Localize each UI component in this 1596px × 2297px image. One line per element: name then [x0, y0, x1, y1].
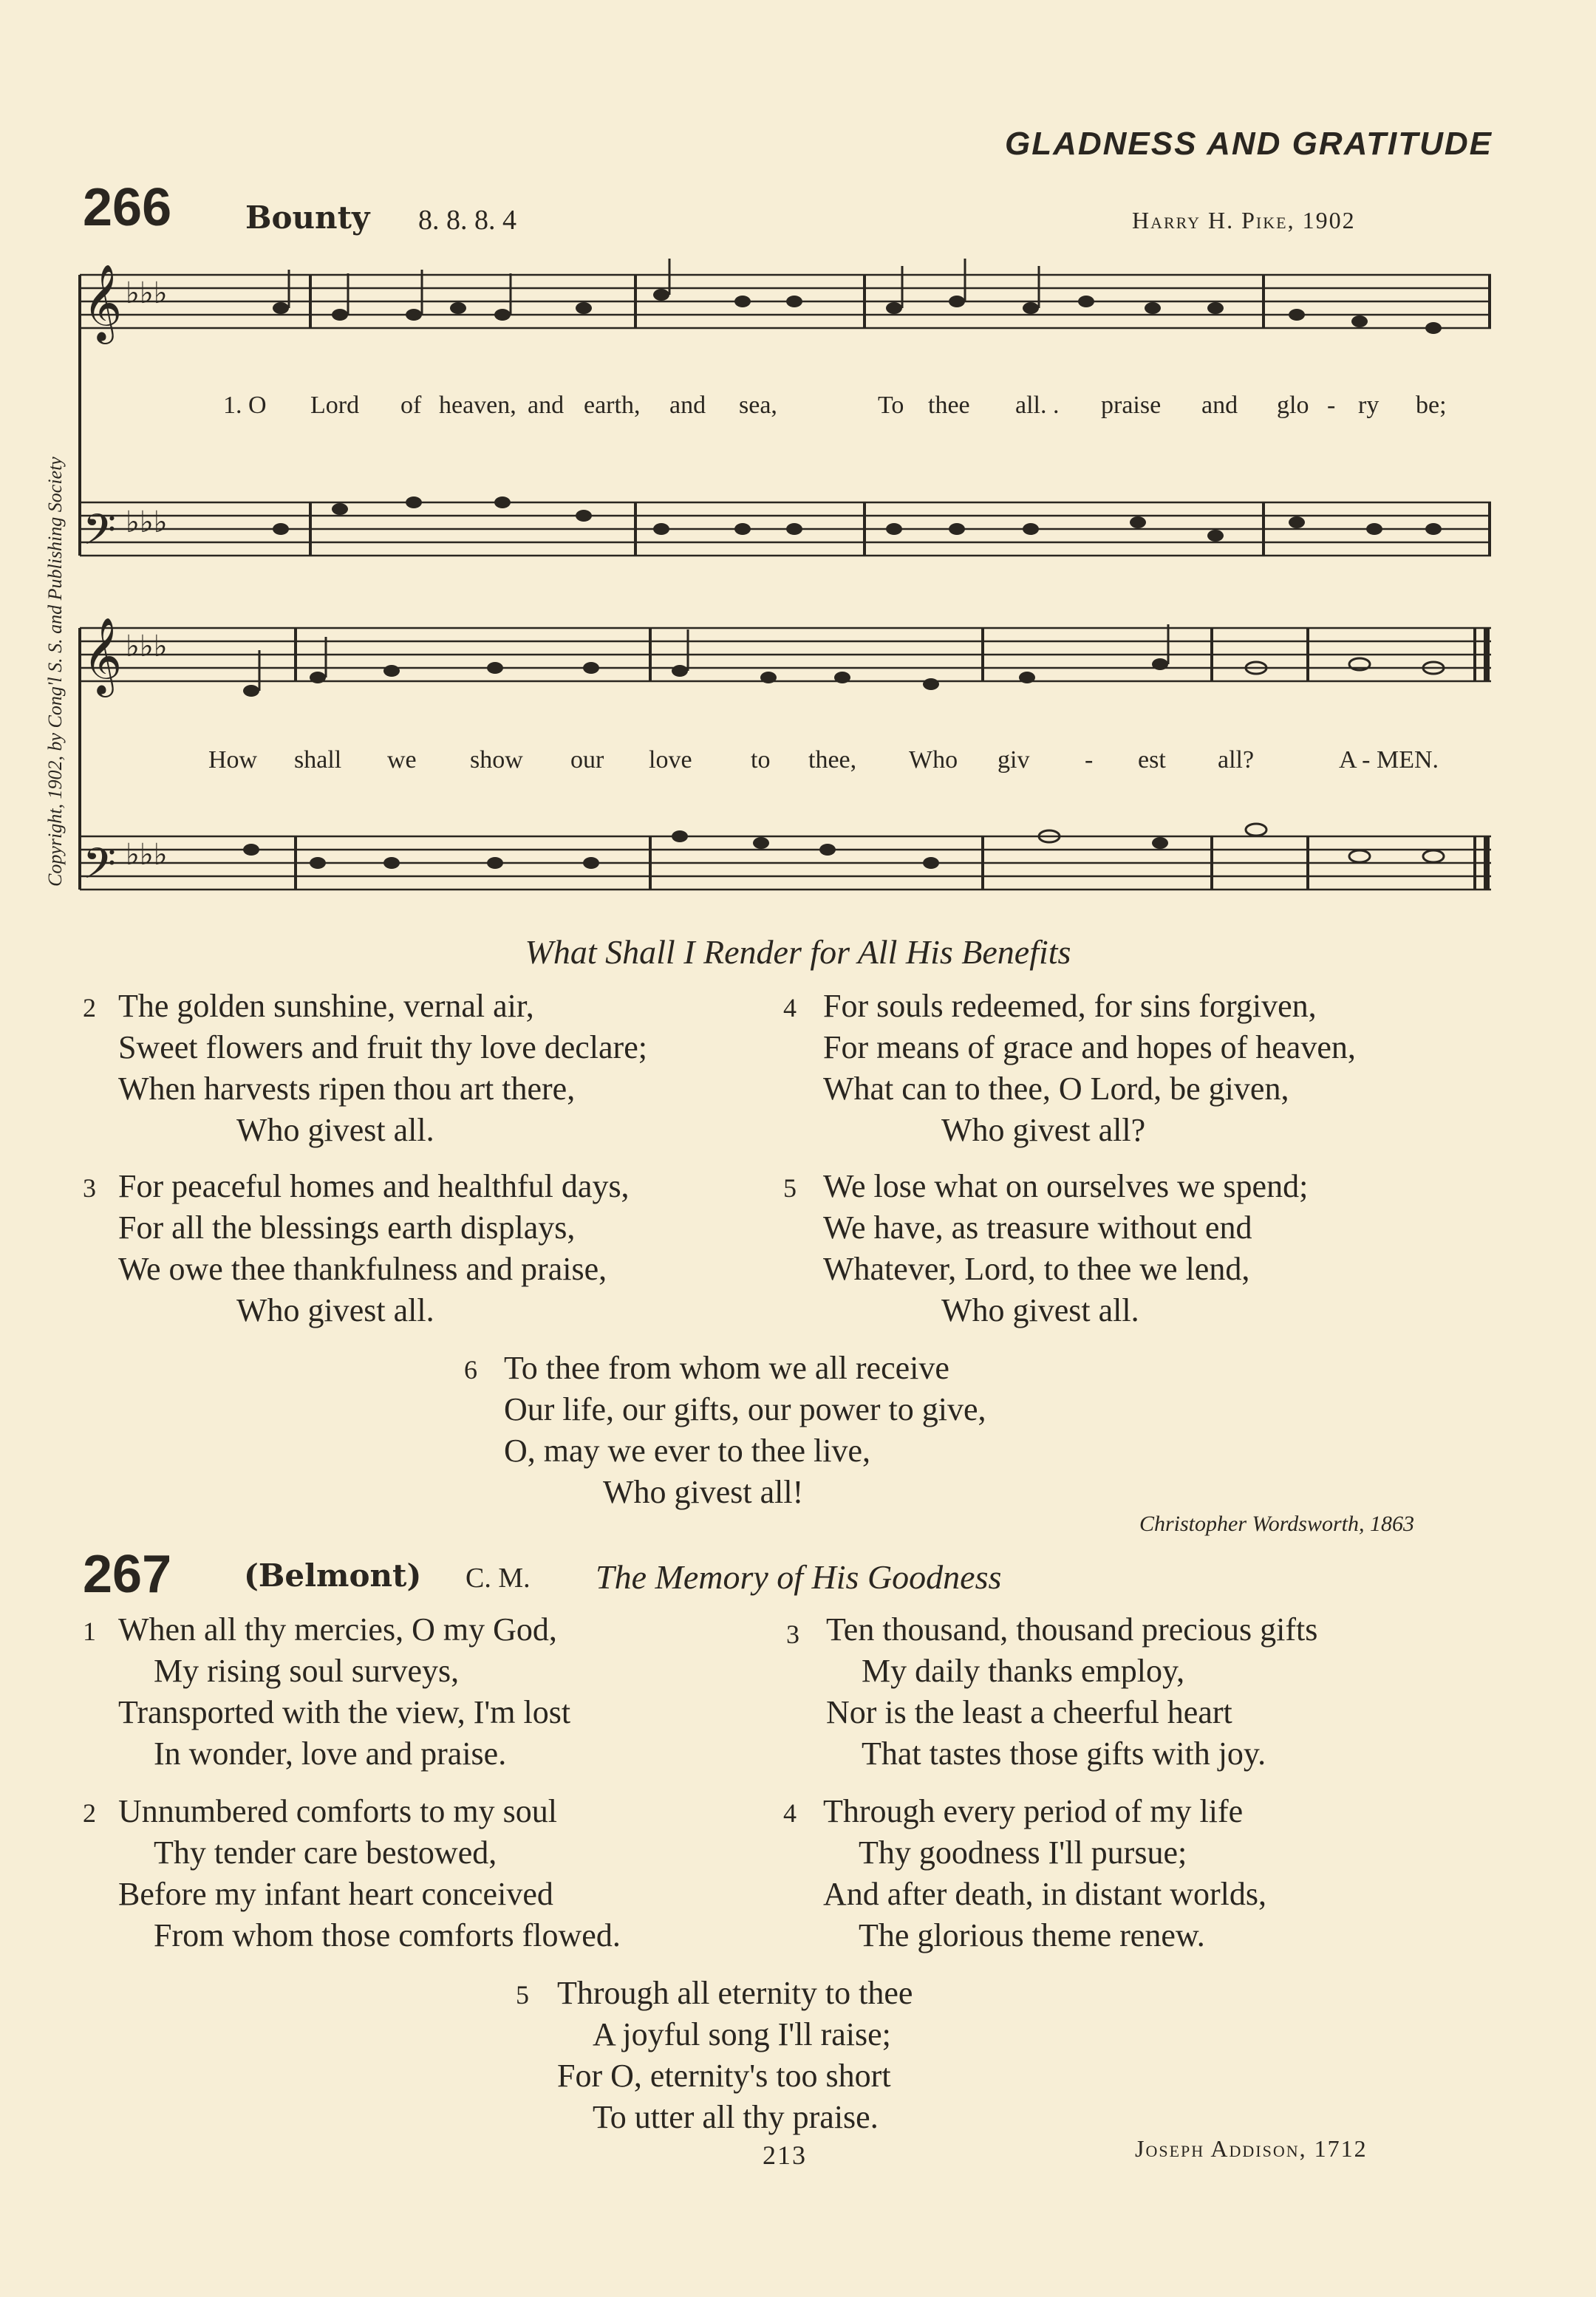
lyric-syllable: and	[528, 392, 565, 419]
verse-line: Who givest all!	[603, 1474, 804, 1510]
verse-4	[783, 986, 1356, 1151]
verse-line: For O, eternity's too short	[557, 2058, 891, 2094]
verse-4	[783, 1791, 1266, 1956]
verse-number: 5	[783, 1173, 797, 1203]
verse-line: O, may we ever to thee live,	[504, 1433, 871, 1469]
lyric-syllable: all?	[1218, 746, 1255, 774]
verse-line: Ten thousand, thousand precious gifts	[826, 1611, 1318, 1648]
copyright-notice: Copyright, 1902, by Cong'l S. S. and Publishing Society	[44, 457, 66, 887]
verse-line: What can to thee, O Lord, be given,	[823, 1071, 1289, 1107]
verse-3	[83, 1166, 630, 1331]
meter: C. M.	[466, 1563, 531, 1594]
verse-line: Who givest all.	[236, 1292, 434, 1328]
verse-line: From whom those comforts flowed.	[154, 1917, 621, 1953]
lyric-syllable: ry	[1358, 392, 1380, 419]
svg-text:♭♭♭: ♭♭♭	[126, 838, 168, 872]
verse-2	[83, 986, 647, 1151]
lyric-syllable: and	[669, 392, 706, 419]
svg-text:♭♭♭: ♭♭♭	[126, 629, 168, 663]
lyric-syllable: of	[400, 392, 422, 419]
author-attribution: Joseph Addison, 1712	[1135, 2135, 1368, 2162]
verse-line: Transported with the view, I'm lost	[118, 1694, 571, 1730]
verse-1	[83, 1609, 571, 1775]
hymn-title: The Memory of His Goodness	[596, 1558, 1002, 1596]
verse-line: To utter all thy praise.	[593, 2099, 879, 2135]
verse-line: Thy goodness I'll pursue;	[859, 1834, 1187, 1871]
verse-5	[516, 1973, 913, 2138]
lyrics-line-2	[0, 746, 1596, 779]
verse-line: To thee from whom we all receive	[504, 1350, 949, 1386]
verse-line: That tastes those gifts with joy.	[862, 1735, 1266, 1772]
verse-line: We owe thee thankfulness and praise,	[118, 1251, 607, 1287]
verse-number: 4	[783, 993, 797, 1023]
verse-6	[464, 1348, 986, 1513]
verse-line: For all the blessings earth displays,	[118, 1209, 576, 1246]
hymn-number: 267	[83, 1545, 172, 1604]
verse-line: Who givest all?	[941, 1112, 1146, 1148]
verse-line: For peaceful homes and healthful days,	[118, 1168, 630, 1204]
lyric-syllable: A - MEN.	[1339, 746, 1439, 774]
svg-text:𝄞: 𝄞	[83, 617, 123, 694]
hymn-subtitle: What Shall I Render for All His Benefits	[525, 933, 1071, 971]
composer: Harry H. Pike, 1902	[1132, 207, 1356, 233]
verse-number: 1	[83, 1617, 96, 1646]
lyric-syllable: thee,	[808, 746, 857, 774]
lyric-syllable: we	[387, 746, 417, 774]
verse-line: A joyful song I'll raise;	[593, 2016, 891, 2052]
lyric-syllable: sea,	[739, 392, 777, 419]
lyric-syllable: -	[1085, 746, 1094, 774]
verse-2	[83, 1791, 621, 1956]
section-title: GLADNESS AND GRATITUDE	[1005, 126, 1493, 162]
verse-number: 2	[83, 993, 96, 1023]
verse-number: 3	[83, 1173, 96, 1203]
svg-text:♭♭♭: ♭♭♭	[126, 276, 168, 310]
lyric-syllable: glo	[1277, 392, 1309, 419]
lyric-syllable: heaven,	[439, 392, 516, 419]
verse-5	[783, 1166, 1309, 1331]
lyric-syllable: How	[208, 746, 258, 774]
verse-line: Our life, our gifts, our power to give,	[504, 1391, 986, 1427]
verse-line: We have, as treasure without end	[823, 1209, 1252, 1246]
lyric-syllable: all. .	[1015, 392, 1060, 419]
verse-line: My rising soul surveys,	[154, 1653, 460, 1689]
lyric-syllable: love	[649, 746, 692, 774]
lyric-syllable: be;	[1416, 392, 1447, 419]
lyric-syllable: 1. O	[223, 392, 267, 419]
verse-line: Through all eternity to thee	[557, 1975, 913, 2011]
verse-line: When all thy mercies, O my God,	[118, 1611, 557, 1648]
verse-line: Through every period of my life	[823, 1793, 1244, 1829]
lyric-syllable: Lord	[310, 392, 360, 419]
verse-number: 2	[83, 1798, 96, 1828]
verse-line: The glorious theme renew.	[859, 1917, 1205, 1953]
verse-3	[786, 1609, 1318, 1775]
verse-line: Thy tender care bestowed,	[154, 1834, 497, 1871]
verse-number: 6	[464, 1355, 477, 1385]
svg-text:𝄢: 𝄢	[83, 839, 117, 899]
page-number: 213	[763, 2140, 807, 2170]
verse-number: 5	[516, 1980, 529, 2010]
verse-line: My daily thanks employ,	[862, 1653, 1185, 1689]
verse-line: And after death, in distant worlds,	[823, 1876, 1266, 1912]
lyric-syllable: to	[751, 746, 771, 774]
svg-text:𝄞: 𝄞	[83, 264, 123, 341]
tune-name: Bounty	[245, 199, 370, 236]
lyric-syllable: est	[1138, 746, 1166, 774]
verse-line: The golden sunshine, vernal air,	[118, 988, 534, 1024]
verse-line: Unnumbered comforts to my soul	[118, 1793, 557, 1829]
svg-text:♭♭♭: ♭♭♭	[126, 505, 168, 539]
lyric-syllable: shall	[294, 746, 342, 774]
verse-line: For means of grace and hopes of heaven,	[823, 1029, 1356, 1065]
verse-line: In wonder, love and praise.	[154, 1735, 507, 1772]
author-attribution: Christopher Wordsworth, 1863	[1139, 1512, 1414, 1536]
verse-number: 3	[786, 1619, 799, 1649]
verse-line: Before my infant heart conceived	[118, 1876, 553, 1912]
verse-line: Whatever, Lord, to thee we lend,	[823, 1251, 1250, 1287]
verse-line: Sweet flowers and fruit thy love declare;	[118, 1029, 647, 1065]
lyric-syllable: -	[1327, 392, 1336, 419]
verse-number: 4	[783, 1798, 797, 1828]
verse-line: We lose what on ourselves we spend;	[823, 1168, 1309, 1204]
meter: 8. 8. 8. 4	[418, 205, 516, 236]
lyrics-line-1	[0, 392, 1596, 424]
hymn-number: 266	[83, 178, 172, 237]
lyric-syllable: giv	[998, 746, 1030, 774]
lyric-syllable: our	[570, 746, 604, 774]
lyric-syllable: To	[878, 392, 904, 419]
lyric-syllable: show	[470, 746, 523, 774]
lyric-syllable: and	[1201, 392, 1238, 419]
lyric-syllable: Who	[909, 746, 958, 774]
lyric-syllable: thee	[928, 392, 970, 419]
verse-line: Who givest all.	[941, 1292, 1139, 1328]
verse-line: For souls redeemed, for sins forgiven,	[823, 988, 1317, 1024]
lyric-syllable: earth,	[584, 392, 641, 419]
lyric-syllable: praise	[1101, 392, 1162, 419]
music-score	[0, 0, 1596, 931]
verse-line: Who givest all.	[236, 1112, 434, 1148]
verse-line: When harvests ripen thou art there,	[118, 1071, 576, 1107]
tune-name: (Belmont)	[244, 1557, 422, 1594]
svg-text:𝄢: 𝄢	[83, 505, 117, 565]
verse-line: Nor is the least a cheerful heart	[826, 1694, 1232, 1730]
